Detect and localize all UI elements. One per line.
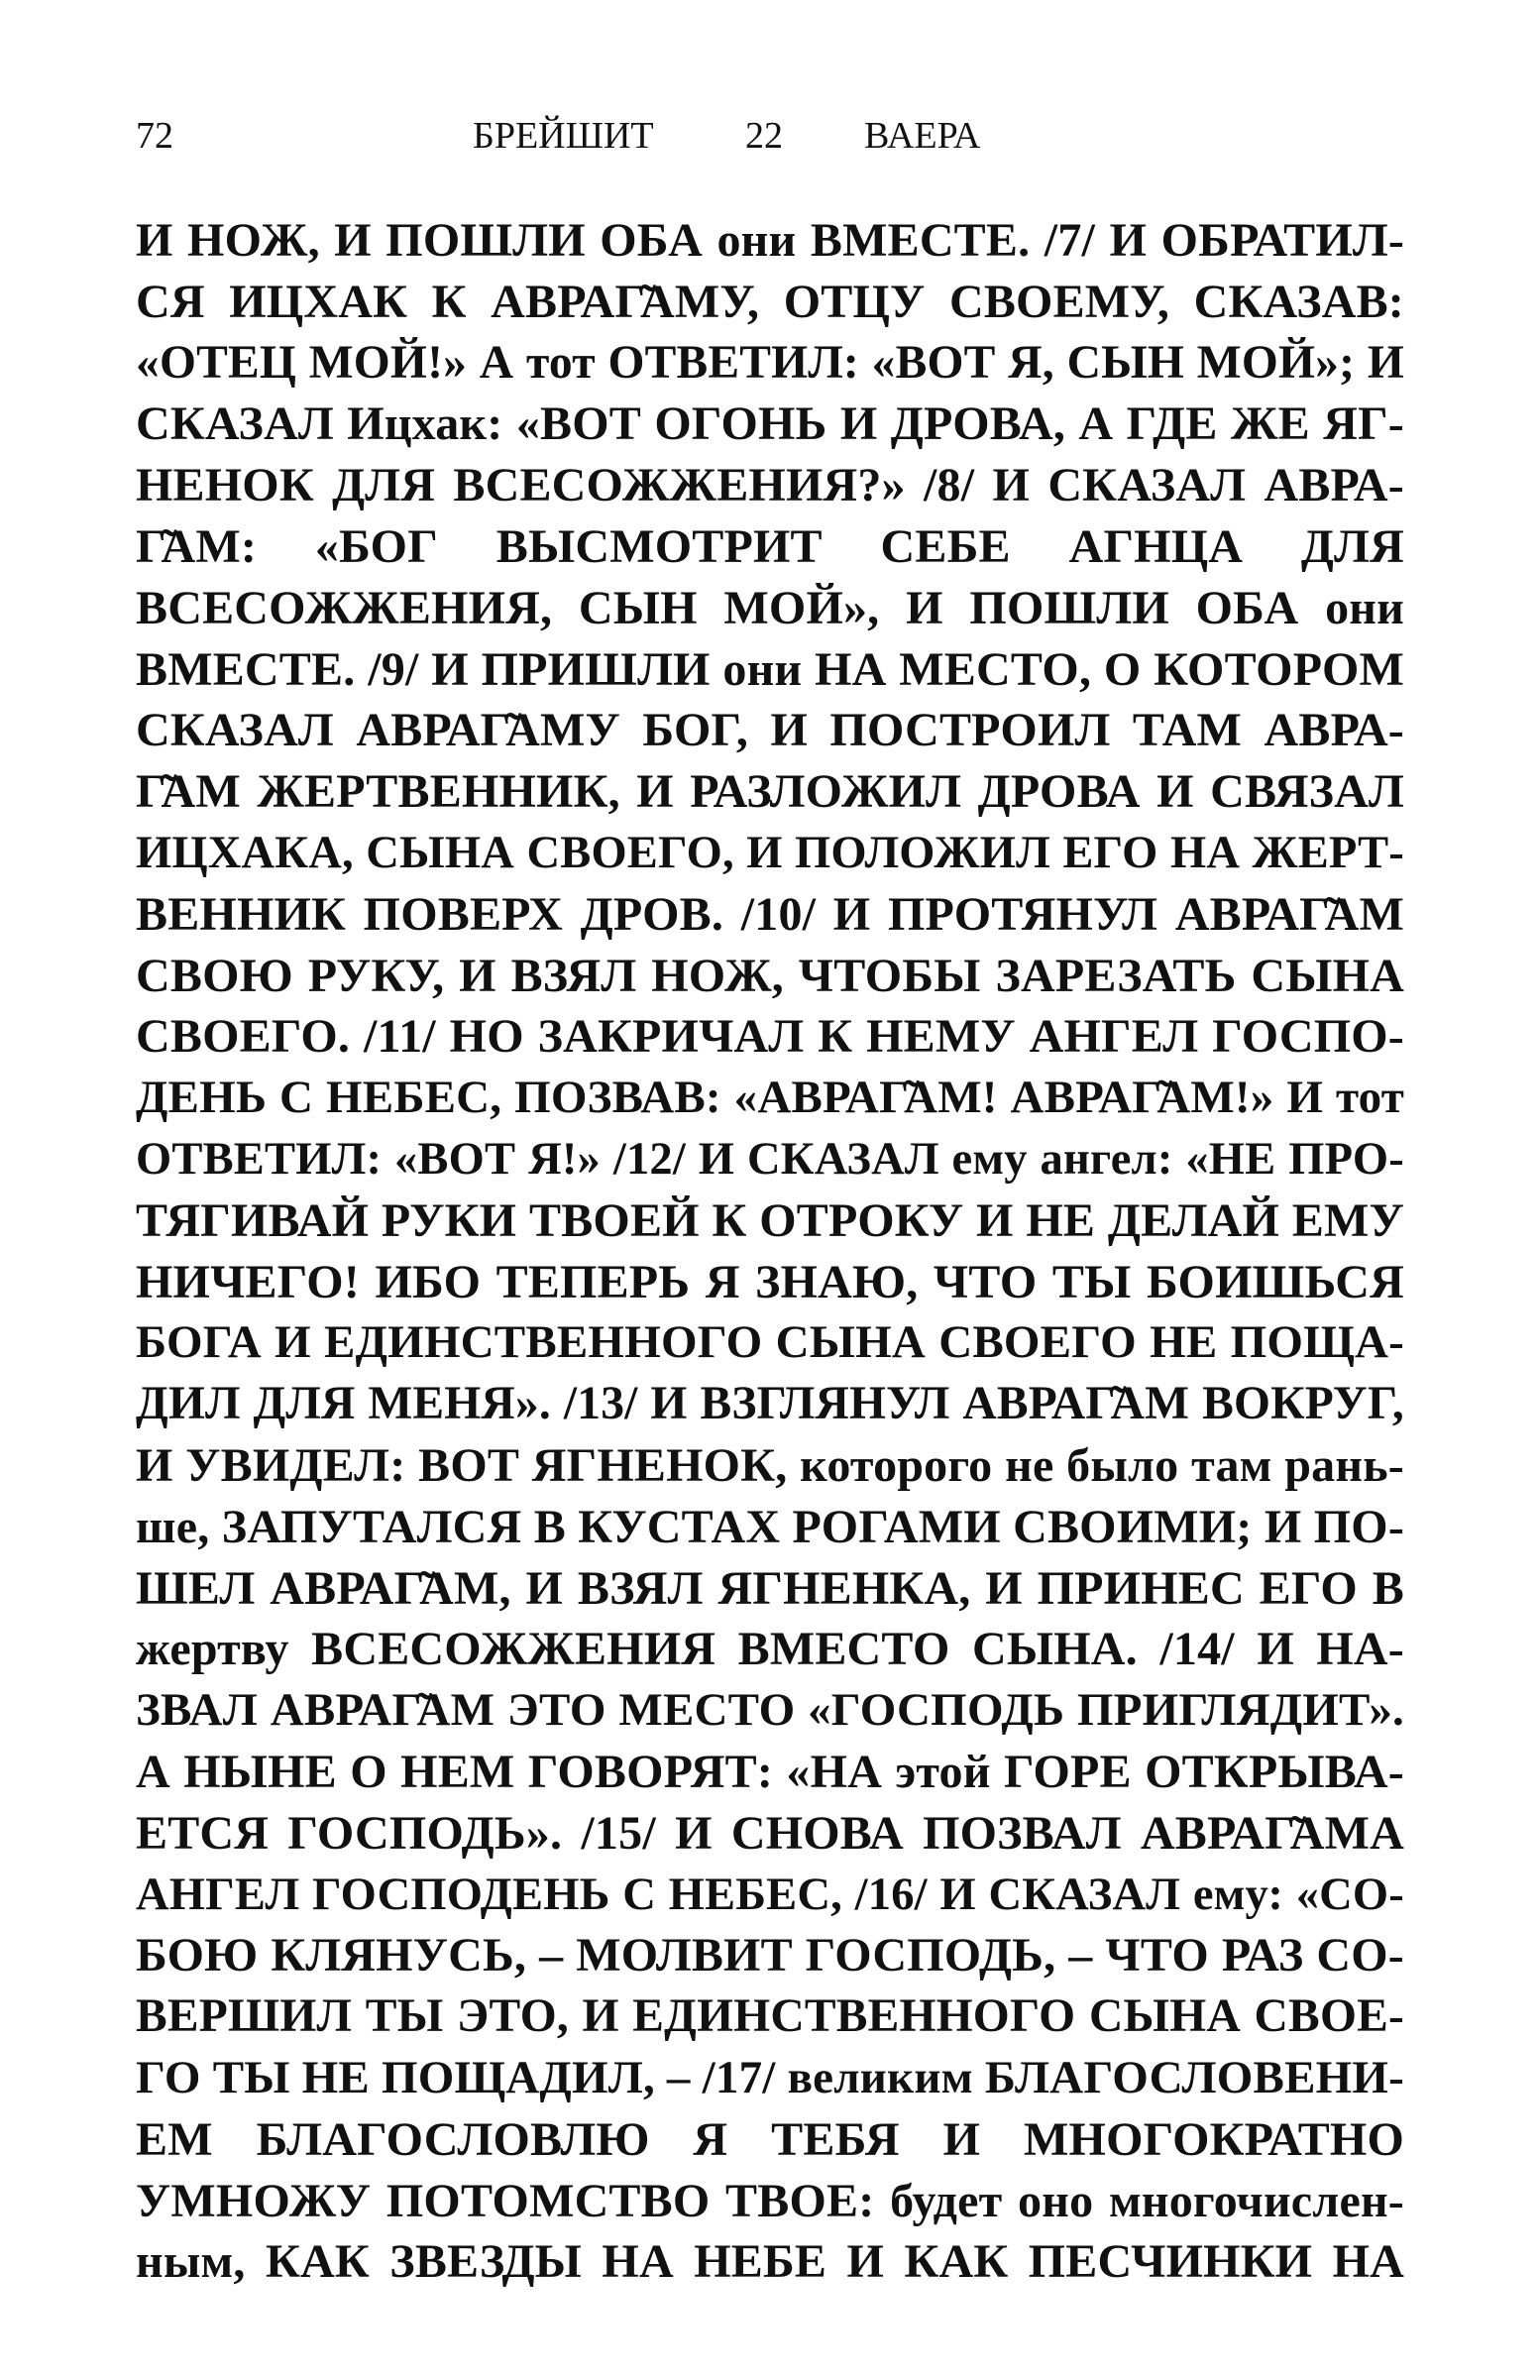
- text-line: ДИЛ ДЛЯ МЕНЯ». /13/ И ВЗГЛЯНУЛ АВРАГ̃АМ ВОКРУГ,: [136, 1378, 1404, 1430]
- text-line: БОГА И ЕДИНСТВЕННОГО СЫНА СВОЕГО НЕ ПОЩА-: [136, 1316, 1404, 1369]
- text-line: жертву ВСЕСОЖЖЕНИЯ ВМЕСТО СЫНА. /14/ И НА-: [136, 1623, 1404, 1676]
- text-line: ТЯГИВАЙ РУКИ ТВОЕЙ К ОТРОКУ И НЕ ДЕЛАЙ ЕМУ: [136, 1193, 1404, 1247]
- chapter-number: 22: [745, 115, 783, 157]
- text-line: «ОТЕЦ МОЙ!» А тот ОТВЕТИЛ: «ВОТ Я, СЫН МОЙ»; И: [136, 336, 1404, 389]
- text-line: ЕТСЯ ГОСПОДЬ». /15/ И СНОВА ПОЗВАЛ АВРАГ̃АМА: [136, 1806, 1404, 1860]
- text-line: ВЕННИК ПОВЕРХ ДРОВ. /10/ И ПРОТЯНУЛ АВРАГ̃АМ: [136, 887, 1404, 941]
- scripture-text: [136, 210, 1404, 2293]
- text-line: УМНОЖУ ПОТОМСТВО ТВОЕ: будет оно многочислен-: [136, 2174, 1404, 2227]
- text-line: ЕМ БЛАГОСЛОВЛЮ Я ТЕБЯ И МНОГОКРАТНО: [136, 2112, 1404, 2166]
- text-line: ИЦХАКА, СЫНА СВОЕГО, И ПОЛОЖИЛ ЕГО НА ЖЕРТ-: [136, 827, 1404, 878]
- text-line: СВОЕГО. /11/ НО ЗАКРИЧАЛ К НЕМУ АНГЕЛ ГОСПО-: [136, 1010, 1404, 1064]
- text-line: И НОЖ, И ПОШЛИ ОБА они ВМЕСТЕ. /7/ И ОБРАТИЛ-: [136, 214, 1404, 267]
- text-line: СВОЮ РУКУ, И ВЗЯЛ НОЖ, ЧТОБЫ ЗАРЕЗАТЬ СЫНА: [136, 949, 1404, 1002]
- text-line: СКАЗАЛ АВРАГ̃АМУ БОГ, И ПОСТРОИЛ ТАМ АВРА-: [136, 704, 1404, 757]
- text-line: СЯ ИЦХАК К АВРАГ̃АМУ, ОТЦУ СВОЕМУ, СКАЗАВ:: [136, 275, 1404, 328]
- text-line: ВСЕСОЖЖЕНИЯ, СЫН МОЙ», И ПОШЛИ ОБА они: [136, 581, 1404, 634]
- text-line: ДЕНЬ С НЕБЕС, ПОЗВАВ: «АВРАГ̃АМ! АВРАГ̃АМ!» И тот: [136, 1072, 1404, 1124]
- text-line: ШЕЛ АВРАГ̃АМ, И ВЗЯЛ ЯГНЕНКА, И ПРИНЕС ЕГО В: [136, 1561, 1404, 1615]
- text-line: Г̃АМ: «БОГ ВЫСМОТРИТ СЕБЕ АГНЦА ДЛЯ: [136, 519, 1404, 573]
- text-line: И УВИДЕЛ: ВОТ ЯГНЕНОК, которого не было там рань-: [136, 1438, 1404, 1492]
- portion-name: ВАЕРА: [864, 115, 981, 157]
- text-line: ВЕРШИЛ ТЫ ЭТО, И ЕДИНСТВЕННОГО СЫНА СВОЕ-: [136, 1990, 1404, 2043]
- running-head: [136, 111, 1404, 161]
- text-line: ГО ТЫ НЕ ПОЩАДИЛ, – /17/ великим БЛАГОСЛОВЕНИ-: [136, 2051, 1404, 2103]
- text-line: ным, КАК ЗВЕЗДЫ НА НЕБЕ И КАК ПЕСЧИНКИ НА: [136, 2235, 1404, 2289]
- text-line: ОТВЕТИЛ: «ВОТ Я!» /12/ И СКАЗАЛ ему ангел: «НЕ ПРО-: [136, 1133, 1404, 1185]
- text-line: АНГЕЛ ГОСПОДЕНЬ С НЕБЕС, /16/ И СКАЗАЛ ему: «СО-: [136, 1869, 1404, 1920]
- book-title: БРЕЙШИТ: [473, 115, 654, 157]
- text-line: ЗВАЛ АВРАГ̃АМ ЭТО МЕСТО «ГОСПОДЬ ПРИГЛЯДИТ».: [136, 1684, 1404, 1737]
- text-line: ше, ЗАПУТАЛСЯ В КУСТАХ РОГАМИ СВОИМИ; И ПО-: [136, 1500, 1404, 1553]
- text-line: СКАЗАЛ Ицхак: «ВОТ ОГОНЬ И ДРОВА, А ГДЕ ЖЕ ЯГ-: [136, 397, 1404, 451]
- text-line: НИЧЕГО! ИБО ТЕПЕРЬ Я ЗНАЮ, ЧТО ТЫ БОИШЬСЯ: [136, 1255, 1404, 1308]
- text-line: А НЫНЕ О НЕМ ГОВОРЯТ: «НА этой ГОРЕ ОТКРЫВА-: [136, 1745, 1404, 1798]
- text-line: ВМЕСТЕ. /9/ И ПРИШЛИ они НА МЕСТО, О КОТОРОМ: [136, 642, 1404, 696]
- page-number: 72: [136, 115, 173, 157]
- text-line: Г̃АМ ЖЕРТВЕННИК, И РАЗЛОЖИЛ ДРОВА И СВЯЗАЛ: [136, 765, 1404, 819]
- text-line: БОЮ КЛЯНУСЬ, – МОЛВИТ ГОСПОДЬ, – ЧТО РАЗ СО-: [136, 1929, 1404, 1983]
- text-line: НЕНОК ДЛЯ ВСЕСОЖЖЕНИЯ?» /8/ И СКАЗАЛ АВРА-: [136, 459, 1404, 512]
